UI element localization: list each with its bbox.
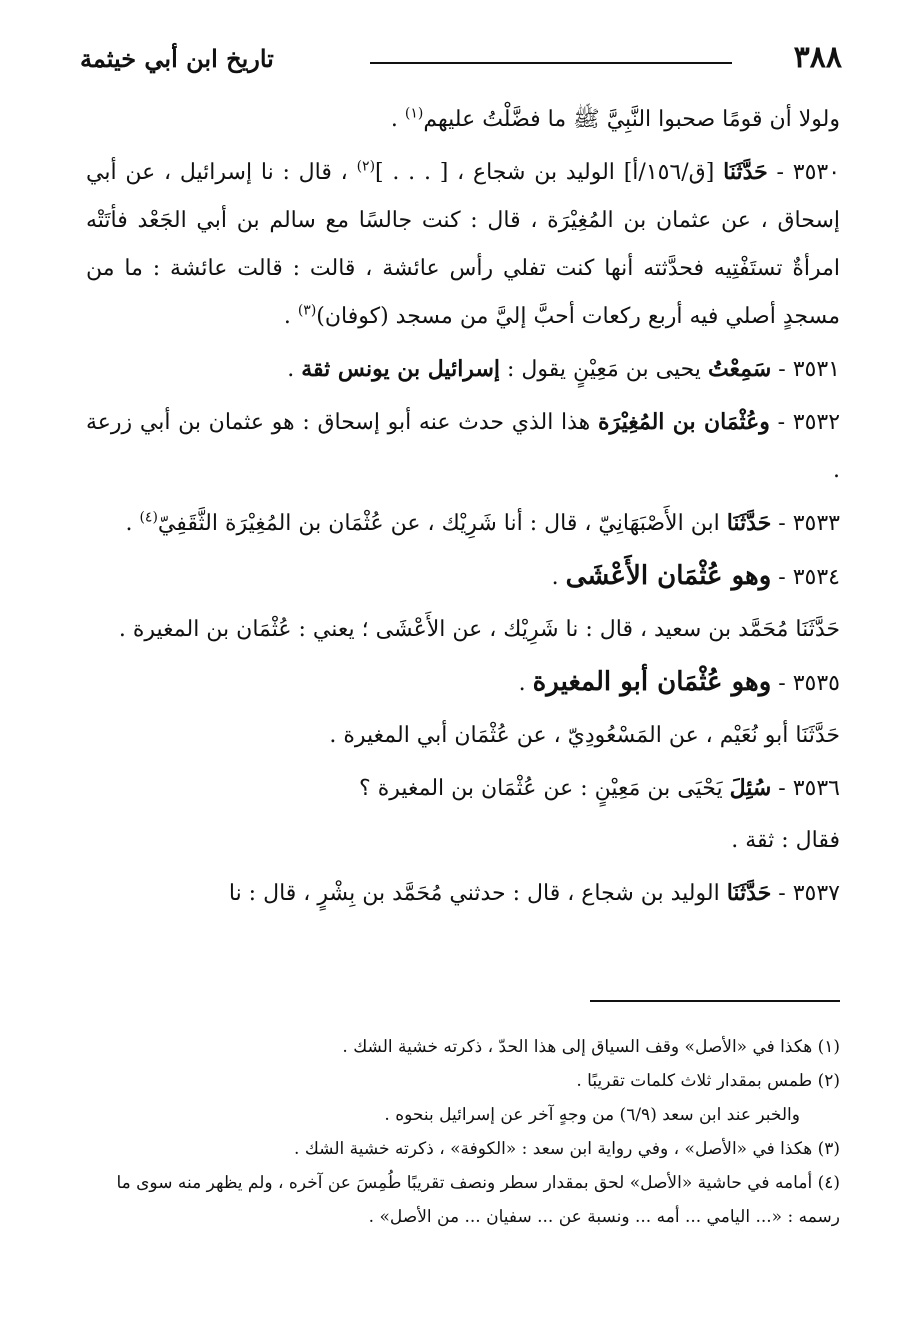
- entry-heading: حَدَّثَنَا: [726, 510, 772, 536]
- header-rule: [370, 62, 732, 64]
- footnote-2: (٢) طمس بمقدار ثلاث كلمات تقريبًا .: [576, 1071, 840, 1091]
- entry-3535: ٣٥٣٥ - وهو عُثْمَان أبو المغيرة .: [518, 667, 840, 697]
- entry-heading: وعُثْمَان بن المُغِيْرَة: [597, 409, 770, 435]
- footnote-ref-1[interactable]: (١): [404, 105, 424, 122]
- page-header: [80, 38, 842, 80]
- footnote-separator: [590, 1000, 840, 1002]
- running-title: تاريخ ابن أبي خيثمة: [80, 44, 274, 73]
- entry-number: ٣٥٣٥ -: [771, 671, 840, 696]
- entry-3537: ٣٥٣٧ - حَدَّثَنَا الوليد بن شجاع ، قال : حدثني مُحَمَّد بن بِشْرٍ ، قال : نا: [228, 880, 840, 906]
- entry-heading: وهو عُثْمَان أبو المغيرة: [532, 667, 772, 697]
- entry-3536-answer: فقال : ثقة .: [731, 828, 840, 853]
- entry-heading: حَدَّثَنَا: [723, 159, 768, 185]
- entry-number: ٣٥٣٤ -: [771, 565, 840, 590]
- entry-3535-text: حَدَّثَنَا أبو نُعَيْم ، عن المَسْعُودِيّ ، عن عُثْمَان أبي المغيرة .: [329, 723, 840, 748]
- entry-heading: وهو عُثْمَان الأَعْشَى: [565, 561, 772, 591]
- footnote-4: (٤) أمامه في حاشية «الأصل» لحق بمقدار سطر ونصف تقريبًا طُمِسَ عن آخره ، ولم يظهر منه سوى ما رسمه : «... اليامي ... أمه ... ونسبة عن ... سفيان ... من الأصل» .: [116, 1173, 840, 1227]
- footnotes: [86, 1030, 840, 1234]
- entry-3536: ٣٥٣٦ - سُئِلَ يَحْيَى بن مَعِيْنٍ : عن عُثْمَان بن المغيرة ؟: [359, 775, 840, 801]
- paragraph-intro: ولولا أن قومًا صحبوا النَّبِيَّ ﷺ ما فضَّلْتُ عليهم$^{(١)}$ .: [390, 105, 840, 132]
- entry-heading: سُئِلَ: [729, 775, 772, 801]
- footnote-1: (١) هكذا في «الأصل» وقف السياق إلى هذا الحدّ ، ذكرته خشية الشك .: [342, 1037, 840, 1057]
- entry-number: ٣٥٣٣ -: [771, 511, 840, 536]
- entry-heading: حَدَّثَنَا: [726, 880, 772, 906]
- entry-3534: ٣٥٣٤ - وهو عُثْمَان الأَعْشَى .: [551, 561, 840, 591]
- entry-number: ٣٥٣١ -: [771, 357, 840, 382]
- entry-3532: ٣٥٣٢ - وعُثْمَان بن المُغِيْرَة هذا الذي حدث عنه أبو إسحاق : هو عثمان بن أبي زرعة .: [86, 409, 841, 483]
- footnote-ref-4[interactable]: (٤): [139, 509, 158, 526]
- entry-number: ٣٥٣٠ -: [767, 160, 841, 185]
- entry-number: ٣٥٣٧ -: [771, 881, 840, 906]
- entry-3531: ٣٥٣١ - سَمِعْتُ يحيى بن مَعِيْنٍ يقول : إسرائيل بن يونس ثقة .: [287, 356, 840, 382]
- footnote-ref-3[interactable]: (٣): [297, 302, 317, 319]
- entry-3533: ٣٥٣٣ - حَدَّثَنَا ابن الأَصْبَهَانِيّ ، قال : أنا شَرِيْك ، عن عُثْمَان بن المُغِيْرَة الثَّقَفِيّ$^{(٤)}$ .: [125, 509, 840, 536]
- entry-heading: سَمِعْتُ: [707, 356, 772, 382]
- footnote-3: (٣) هكذا في «الأصل» ، وفي رواية ابن سعد : «الكوفة» ، ذكرته خشية الشك .: [294, 1139, 840, 1159]
- main-text: [86, 96, 840, 922]
- entry-3534-text: حَدَّثَنَا مُحَمَّد بن سعيد ، قال : نا شَرِيْك ، عن الأَعْشَى ؛ يعني : عُثْمَان بن المغيرة .: [118, 617, 840, 642]
- entry-number: ٣٥٣٦ -: [771, 776, 840, 801]
- footnote-ref-2[interactable]: (٢): [356, 158, 376, 175]
- bold-phrase: إسرائيل بن يونس ثقة: [301, 356, 500, 382]
- page-number: ٣٨٨: [793, 40, 842, 75]
- entry-3530: ٣٥٣٠ - حَدَّثَنَا [ق/١٥٦/أ] الوليد بن شجاع ، [ . . . ]$^{(٢)}$ ، قال : نا إسرائيل ، عن أبي إسحاق ، عن عثمان بن المُغِيْرَة ، قال : كنت جالسًا مع سالم بن أبي الجَعْد فأتَتْه امرأةٌ تستَفْتِيه فحدَّثته أنها كنت تفلي رأس عائشة ، قالت : قالت عائشة : ما من مسجدٍ أصلي فيه أربع ركعات أحبَّ إليَّ من مسجد (كوفان)$^{(٣)}$ .: [86, 158, 841, 329]
- footnote-2-continuation: والخبر عند ابن سعد (٦/٩) من وجهٍ آخر عن إسرائيل بنحوه .: [384, 1105, 800, 1125]
- entry-number: ٣٥٣٢ -: [769, 410, 841, 435]
